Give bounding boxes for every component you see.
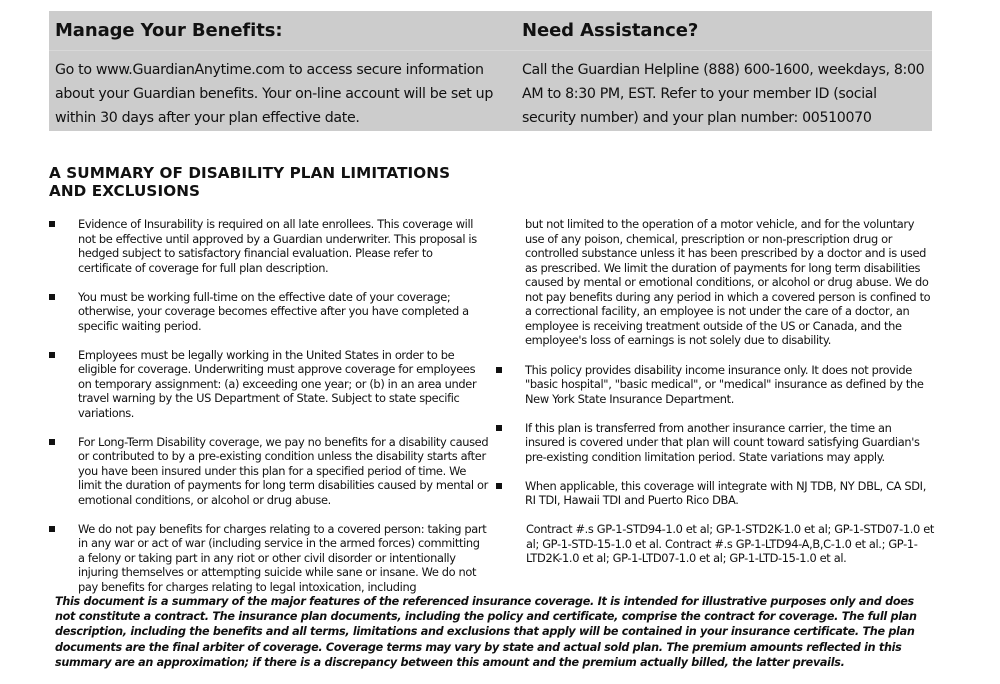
list-item — [49, 522, 489, 595]
list-item-text: You must be working full-time on the effective date of your coverage; otherwise, your coverage becomes effective after you have completed a specific waiting period. — [78, 289, 469, 333]
need-assistance-heading: Need Assistance? — [522, 20, 699, 41]
list-item — [496, 479, 934, 508]
list-item — [49, 435, 489, 508]
benefits-info-box — [49, 11, 932, 131]
section-title: A SUMMARY OF DISABILITY PLAN LIMITATIONS AND EXCLUSIONS — [49, 164, 451, 200]
list-item — [49, 217, 489, 275]
manage-benefits-text: Go to www.GuardianAnytime.com to access secure information about your Guardian benefits. Your on-line account will be set up within 30 days after your plan effective date. — [55, 62, 493, 126]
list-item-text: For Long-Term Disability coverage, we pay no benefits for a disability caused or contributed to by a pre-existing condition unless the disability starts after you have been insured under this plan for a specified period of time. We limit the duration of payments for long term disabilities caused by mental or emotional conditions, or alcohol or drug abuse. — [78, 434, 489, 507]
manage-benefits-heading: Manage Your Benefits: — [55, 20, 283, 41]
continued-exclusion-text: but not limited to the operation of a motor vehicle, and for the voluntary use of any poison, chemical, prescription or non-prescription drug or controlled substance unless it has been prescribed by a doctor and is used as prescribed. We limit the duration of payments for long term disabilities caused by mental or emotional conditions, or alcohol or drug abuse. We do not pay benefits during any period in which a covered person is confined to a correctional facility, an employee is not under the care of a doctor, an employee is receiving treatment outside of the US or Canada, and the employee's loss of earnings is not solely due to disability. — [525, 217, 931, 347]
disclaimer-text: This document is a summary of the major features of the referenced insurance coverage. It is intended for illustrative purposes only and does not constitute a contract. The insurance plan documents, including the policy and certificate, comprise the contract for coverage. The full plan description, including the benefits and all terms, limitations and exclusions that apply will be contained in your insurance certificate. The plan documents are the final arbiter of coverage. Coverage terms may vary by state and actual sold plan. The premium amounts reflected in this summary are an approximation; if there is a discrepancy between this amount and the premium actually billed, the latter prevails. — [55, 595, 917, 669]
list-item-text: Employees must be legally working in the United States in order to be eligible for coverage. Underwriting must approve coverage for employees on temporary assignment: (a) exceeding one year; or (b) in an area under travel warning by the US Department of State. Subject to state specific variations. — [78, 347, 477, 420]
need-assistance-text: Call the Guardian Helpline (888) 600-1600, weekdays, 8:00 AM to 8:30 PM, EST. Refer to your member ID (social security number) and your plan number: 00510070 — [522, 62, 925, 126]
square-bullet-icon — [49, 352, 55, 358]
square-bullet-icon — [49, 294, 55, 300]
square-bullet-icon — [49, 526, 55, 532]
left-column — [49, 217, 489, 609]
manage-benefits-panel — [55, 11, 515, 130]
square-bullet-icon — [49, 221, 55, 227]
list-item-text: Evidence of Insurability is required on all late enrollees. This coverage will not be effective until approved by a Guardian underwriter. This proposal is hedged subject to satisfactory financial evaluation. Please refer to certificate of coverage for full plan description. — [78, 217, 477, 275]
list-item — [496, 421, 934, 465]
contract-numbers: Contract #.s GP-1-STD94-1.0 et al; GP-1-STD2K-1.0 et al; GP-1-STD07-1.0 et al; GP-1-STD-15-1.0 et al. Contract #.s GP-1-LTD94-A,B,C-1.0 et al.; GP-1-LTD2K-1.0 et al; GP-1-LTD07-1.0 et al; GP-1-LTD-15-1.0 et al. — [526, 522, 934, 565]
list-item-text: If this plan is transferred from another insurance carrier, the time an insured is covered under that plan will count toward satisfying Guardian's pre-existing condition limitation period. State variations may apply. — [525, 420, 920, 464]
list-item — [496, 363, 934, 407]
list-item — [49, 348, 489, 421]
list-item — [49, 290, 489, 334]
square-bullet-icon — [496, 367, 502, 373]
need-assistance-panel — [522, 11, 930, 130]
list-item-text: When applicable, this coverage will integrate with NJ TDB, NY DBL, CA SDI, RI TDI, Hawaii TDI and Puerto Rico DBA. — [525, 478, 926, 507]
list-item-text: We do not pay benefits for charges relating to a covered person: taking part in any war or act of war (including service in the armed forces) committing a felony or taking part in any riot or other civil disorder or intentionally injuring themselves or attempting suicide while sane or insane. We do not pay benefits for charges relating to legal intoxication, including — [78, 521, 487, 594]
square-bullet-icon — [496, 483, 502, 489]
right-column — [496, 217, 934, 566]
list-item-text: This policy provides disability income insurance only. It does not provide "basic hospital", "basic medical", or "medical" insurance as defined by the New York State Insurance Department. — [525, 362, 924, 406]
square-bullet-icon — [496, 425, 502, 431]
square-bullet-icon — [49, 439, 55, 445]
